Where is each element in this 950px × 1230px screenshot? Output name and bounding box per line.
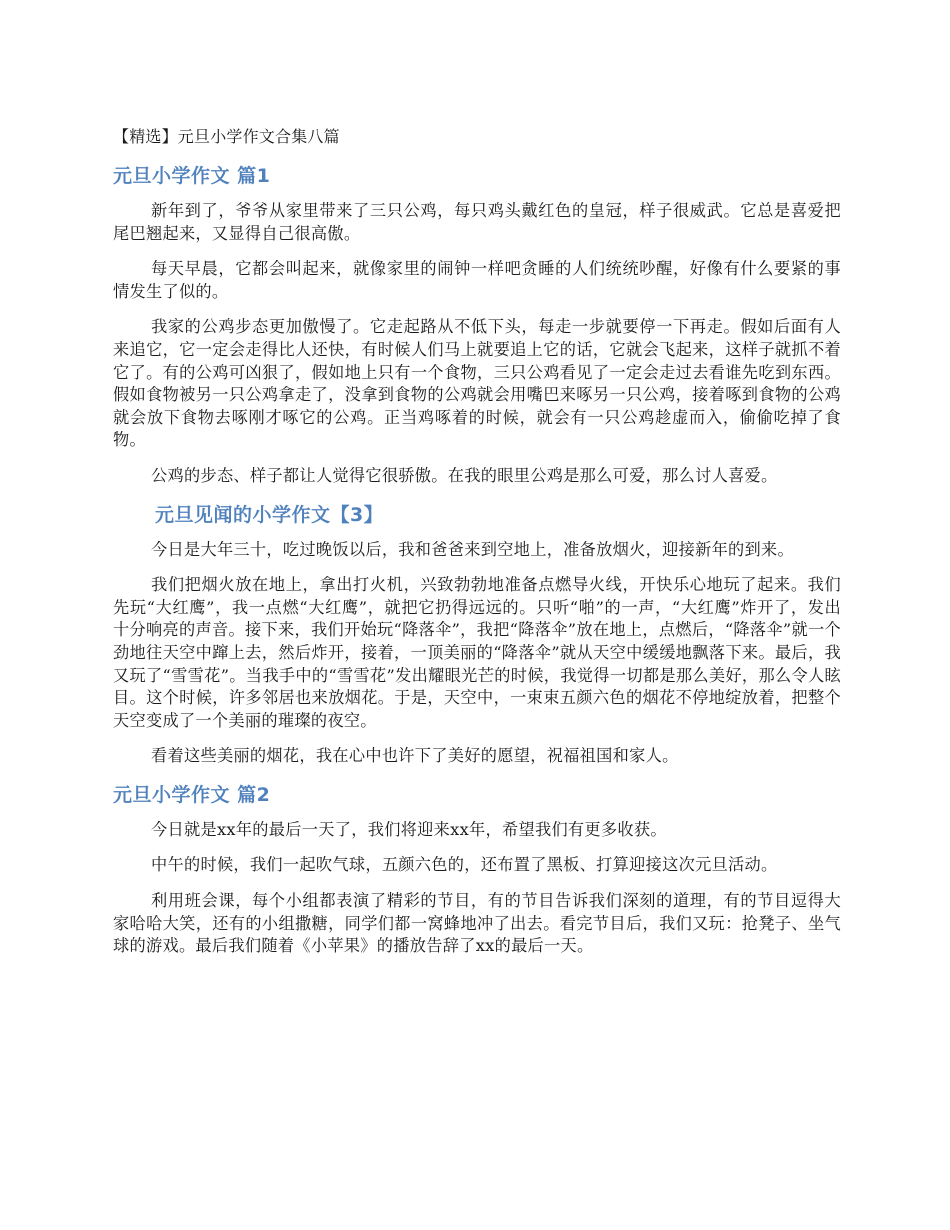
paragraph: 中午的时候，我们一起吹气球，五颜六色的，还布置了黑板、打算迎接这次元旦活动。: [151, 855, 778, 875]
paragraph: 我家的公鸡步态更加傲慢了。它走起路从不低下头，每走一步就要停一下再走。假如后面有人来追它，它一定会走得比人还快，有时候人们马上就要追上它的话，它就会飞起来，这样子就抓不着它了。有的公鸡可凶狠了，假如地上只有一个食物，三只公鸡看见了一定会走过去看谁先吃到东西。假如食物被另一只公鸡拿走了，没拿到食物的公鸡就会用嘴巴来啄另一只公鸡，接着啄到食物的公鸡就会放下食物去啄刚才啄它的公鸡。正当鸡啄着的时候，就会有一只公鸡趁虚而入，偷偷吃掉了食物。: [113, 317, 841, 450]
document-title: 【精选】元旦小学作文合集八篇: [113, 127, 340, 146]
paragraph: 今日是大年三十，吃过晚饭以后，我和爸爸来到空地上，准备放烟火，迎接新年的到来。: [151, 539, 795, 559]
section-heading-3: 元旦见闻的小学作文【3】: [155, 503, 384, 526]
section-heading-2: 元旦小学作文 篇2: [113, 783, 271, 806]
paragraph: 公鸡的步态、样子都让人觉得它很骄傲。在我的眼里公鸡是那么可爱，那么讨人喜爱。: [151, 465, 778, 485]
paragraph: 我们把烟火放在地上，拿出打火机，兴致勃勃地准备点燃导火线，开快乐心地玩了起来。我们先玩“大红鹰”，我一点燃“大红鹰”，就把它扔得远远的。只听“啪”的一声，“大红鹰”炸开了，发出十分响亮的声音。接下来，我们开始玩“降落伞”，我把“降落伞”放在地上，点燃后，“降落伞”就一个劲地往天空中蹿上去，然后炸开，接着，一顶美丽的“降落伞”就从天空中缓缓地飘落下来。最后，我又玩了“雪雪花”。当我手中的“雪雪花”发出耀眼光芒的时候，我觉得一切都是那么美好，那么令人眩目。这个时候，许多邻居也来放烟花。于是，天空中，一束束五颜六色的烟花不停地绽放着，把整个天空变成了一个美丽的璀璨的夜空。: [113, 575, 841, 730]
paragraph: 新年到了，爷爷从家里带来了三只公鸡，每只鸡头戴红色的皇冠，样子很威武。它总是喜爱把尾巴翘起来，又显得自己很高傲。: [113, 201, 841, 243]
section-heading-1: 元旦小学作文 篇1: [113, 165, 271, 187]
document-page: [113, 124, 841, 971]
paragraph: 利用班会课，每个小组都表演了精彩的节目，有的节目告诉我们深刻的道理，有的节目逗得大家哈哈大笑，还有的小组撒糖，同学们都一窝蜂地冲了出去。看完节目后，我们又玩：抢凳子、坐气球的游戏。最后我们随着《小苹果》的播放告辞了xx的最后一天。: [113, 891, 841, 956]
paragraph: 今日就是xx年的最后一天了，我们将迎来xx年，希望我们有更多收获。: [151, 819, 667, 839]
paragraph: 每天早晨，它都会叫起来，就像家里的闹钟一样吧贪睡的人们统统吵醒，好像有什么要紧的事情发生了似的。: [113, 259, 841, 301]
paragraph: 看着这些美丽的烟花，我在心中也许下了美好的愿望，祝福祖国和家人。: [151, 746, 679, 766]
